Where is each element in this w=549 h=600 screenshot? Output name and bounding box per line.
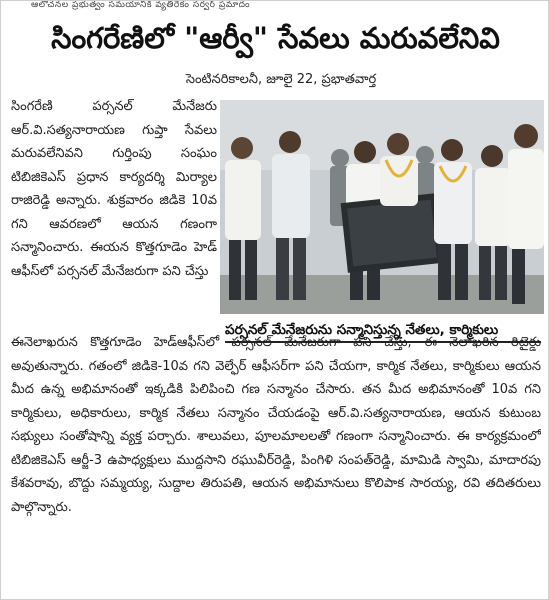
article-paragraph-full: ఈనెలాఖరున కొత్తగూడెం హెడ్‌ఆఫీస్‌లో పర్సనల్ మేనేజరుగా పని చేస్తు, ఈ నెలాఖరిన రిటైర్డు అవుతున్నారు. గతంలో జిడికె-10వ గని వెల్ఫేర్ ఆఫీసర్‌గా పని చేయగా, కార్మిక నేతలు, కార్మికులు ఆయన మీద ఉన్న అభిమానంతో ఇక్కడికి పిలిపించి గణ సన్మానం చేసారు. తన మీద అభిమానంతో 10వ గని కార్మికులు, అధికారులు, కార్మిక నేతలు సన్మానం చేయడంపై ఆర్.వి.సత్యనారాయణ, ఆయన కుటుంబ సభ్యులు సంతోషాన్ని వ్యక్త పర్చారు. శాలువలు, పూలమాలలతో గణంగా సన్మానించారు. ఈ కార్యక్రమంలో టిబిజికెఎస్ ఆర్జీ-3 ఉపాధ్యక్షులు ముద్దసాని రఘువీర్‌రెడ్డి, పింగిళి సంపత్‌రెడ్డి, మామిడి స్వామి, మాదారపు కేశవరావు, బొద్దు సమ్మయ్య, సుద్దాల తిరుపతి, ఆయన అభిమానులు కొలిపాక సారయ్య, రవి తదితరులు పాల్గొన్నారు. <box>11 335 541 515</box>
dateline: సెంటినరికాలనీ, జూలై 22, ప్రభాతవార్త <box>185 72 377 87</box>
news-photo-illustration <box>220 100 544 314</box>
article-paragraph-left: సింగరేణి పర్సనల్ మేనేజరు ఆర్.వి.సత్యనారాయణ గుప్తా సేవలు మరువలేనివని గుర్తింపు సంఘం టిబిజికెఎస్ ప్రధాన కార్యదర్శి మిర్యాల రాజిరెడ్డి అన్నారు. శుక్రవారం జిడికె 10వ గని ఆవరణలో ఆయన గణంగా సన్మానించారు. ఈయన కొత్తగూడెం హెడ్ ఆఫీస్‌లో పర్సనల్ మేనేజరుగా పని చేస్తు <box>11 99 217 279</box>
photo-caption: పర్సనల్ మేనేజరును సన్మానిస్తున్న నేతలు, కార్మికులు <box>225 319 541 343</box>
news-photo <box>220 100 544 314</box>
headline: సింగరేణిలో "ఆర్వీ" సేవలు మరువలేనివి <box>51 21 500 55</box>
top-strip-text: ఆలోచనల ప్రభుత్వం సమయానికి వ్యతిరేకం సర్వర్ ప్రమాదం <box>31 1 251 10</box>
